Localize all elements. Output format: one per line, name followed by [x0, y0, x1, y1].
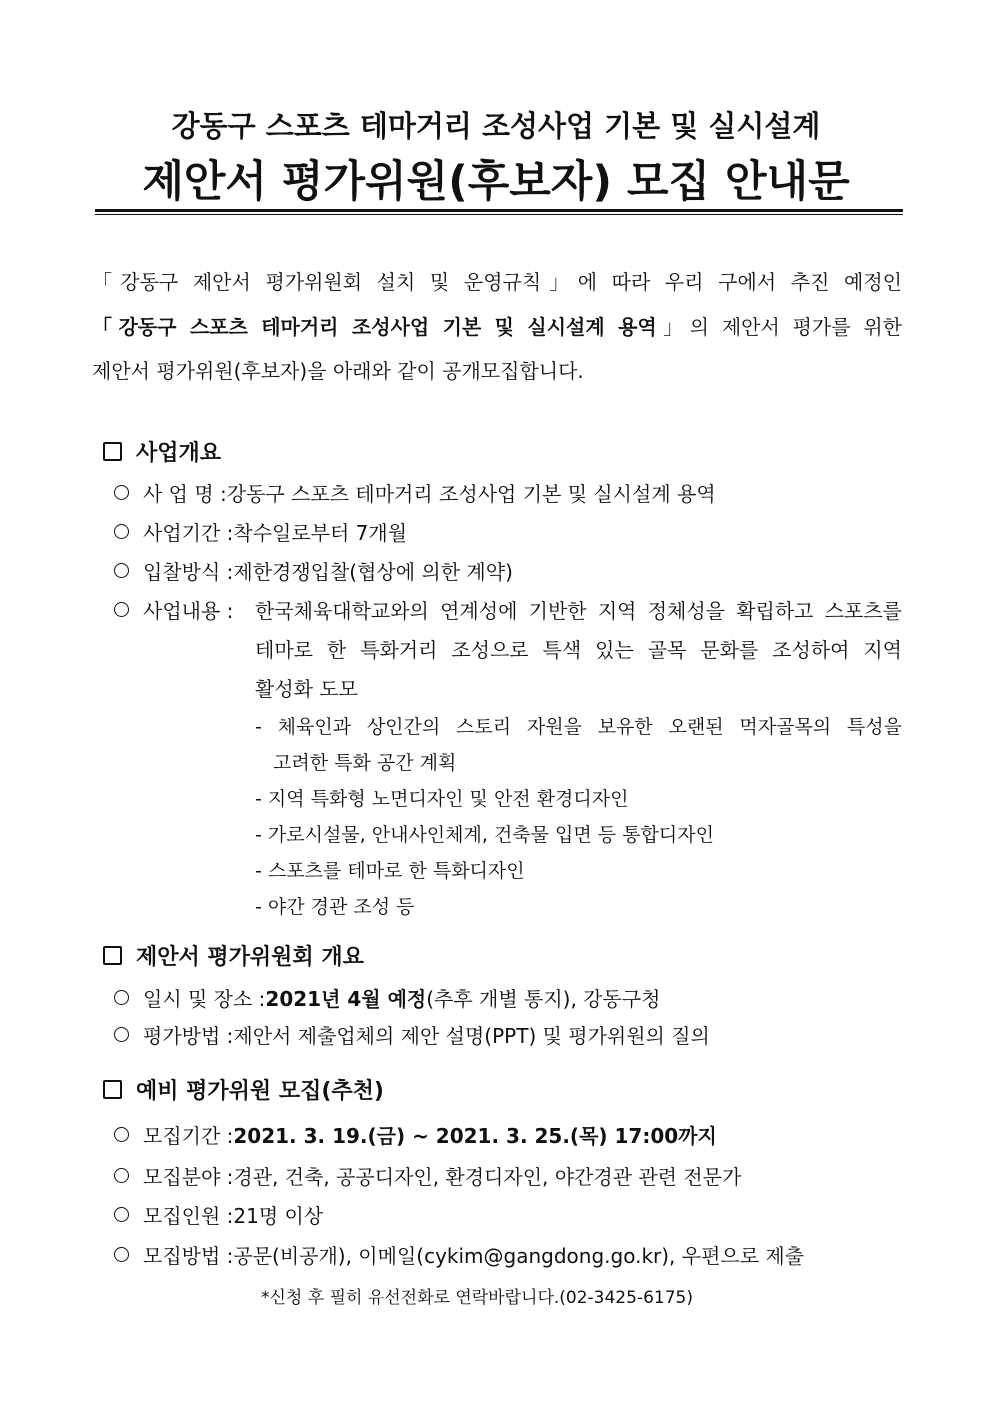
item-project-period — [114, 517, 407, 546]
item-value: 제한경쟁입찰(협상에 의한 계약) — [233, 560, 513, 584]
section-heading-recruit — [103, 1074, 384, 1105]
sub-item-5: - 야간 경관 조성 등 — [255, 896, 415, 918]
item-eval-method — [114, 1020, 710, 1049]
item-label: 일시 및 장소 : — [143, 987, 266, 1011]
item-label: 사업내용 : — [143, 599, 234, 623]
item-label: 모집인원 : — [143, 1204, 234, 1228]
item-project-content — [114, 595, 233, 624]
checkbox-square-icon — [103, 946, 122, 965]
intro-line-1: 「강동구 제안서 평가위원회 설치 및 운영규칙」에 따라 우리 구에서 추진 예정인 — [92, 270, 902, 294]
section-heading-overview — [103, 436, 221, 467]
section-title: 예비 평가위원 모집(추천) — [136, 1079, 384, 1104]
item-value-bold: 2021년 4월 예정 — [265, 987, 427, 1011]
item-value: 제안서 제출업체의 제안 설명(PPT) 및 평가위원의 질의 — [233, 1024, 710, 1048]
sub-item-1: - 체육인과 상인간의 스토리 자원을 보유한 오랜된 먹자골목의 특성을 — [255, 716, 902, 738]
circle-bullet-icon — [114, 1027, 129, 1042]
item-label: 모집방법 : — [143, 1244, 234, 1268]
circle-bullet-icon — [114, 990, 129, 1005]
circle-bullet-icon — [114, 563, 129, 578]
content-line-2: 테마로 한 특화거리 조성으로 특색 있는 골목 문화를 조성하여 지역 — [255, 638, 902, 662]
item-value: 강동구 스포츠 테마거리 조성사업 기본 및 실시설계 용역 — [226, 482, 716, 506]
circle-bullet-icon — [114, 485, 129, 500]
item-recruit-how — [114, 1240, 804, 1269]
content-line-1: 한국체육대학교와의 연계성에 기반한 지역 정체성을 확립하고 스포츠를 — [255, 599, 902, 623]
title-line-1: 강동구 스포츠 테마거리 조성사업 기본 및 실시설계 — [171, 109, 821, 143]
item-label: 모집분야 : — [143, 1165, 234, 1189]
item-value: 공문(비공개), 이메일(cykim@gangdong.go.kr), 우편으로 제출 — [233, 1244, 805, 1268]
circle-bullet-icon — [114, 1207, 129, 1222]
title-rule-thin — [95, 214, 903, 215]
item-label: 사 업 명 : — [143, 482, 227, 506]
sub-item-2: - 지역 특화형 노면디자인 및 안전 환경디자인 — [255, 788, 629, 810]
item-value: (추후 개별 통지), 강동구청 — [426, 987, 661, 1011]
intro-line-2 — [92, 311, 902, 340]
item-label: 사업기간 : — [143, 521, 234, 545]
item-value: 착수일로부터 7개월 — [233, 521, 408, 545]
item-label: 입찰방식 : — [143, 560, 234, 584]
title-rule-thick — [95, 209, 903, 212]
item-project-name — [114, 478, 716, 507]
item-date-place — [114, 983, 660, 1012]
title-line-2: 제안서 평가위원(후보자) 모집 안내문 — [142, 157, 850, 207]
section-heading-committee — [103, 940, 364, 971]
sub-item-3: - 가로시설물, 안내사인체계, 건축물 입면 등 통합디자인 — [255, 824, 714, 846]
item-value: 21명 이상 — [233, 1204, 324, 1228]
item-label: 평가방법 : — [143, 1024, 234, 1048]
sub-item-4: - 스포츠를 테마로 한 특화디자인 — [255, 860, 525, 882]
item-recruit-count — [114, 1200, 323, 1229]
contact-note: *신청 후 필히 유선전화로 연락바랍니다.(02-3425-6175) — [261, 1288, 693, 1308]
circle-bullet-icon — [114, 1247, 129, 1262]
section-title: 제안서 평가위원회 개요 — [136, 945, 364, 970]
circle-bullet-icon — [114, 1168, 129, 1183]
content-line-3: 활성화 도모 — [255, 677, 358, 701]
section-title: 사업개요 — [136, 441, 222, 466]
item-recruit-period — [114, 1120, 717, 1149]
intro-line-2-rest: 」의 제안서 평가를 위한 — [656, 315, 903, 339]
intro-project-name: 「강동구 스포츠 테마거리 조성사업 기본 및 실시설계 용역 — [92, 315, 657, 339]
intro-line-3: 제안서 평가위원(후보자)을 아래와 같이 공개모집합니다. — [92, 359, 584, 383]
checkbox-square-icon — [103, 442, 122, 461]
item-bid-method — [114, 556, 513, 585]
circle-bullet-icon — [114, 524, 129, 539]
item-label: 모집기간 : — [143, 1124, 234, 1148]
item-value-bold: 2021. 3. 19.(금) ~ 2021. 3. 25.(목) 17:00까지 — [233, 1124, 717, 1148]
circle-bullet-icon — [114, 602, 129, 617]
checkbox-square-icon — [103, 1080, 122, 1099]
item-recruit-field — [114, 1161, 741, 1190]
sub-item-1-cont: 고려한 특화 공간 계획 — [273, 752, 457, 774]
item-value: 경관, 건축, 공공디자인, 환경디자인, 야간경관 관련 전문가 — [233, 1165, 742, 1189]
circle-bullet-icon — [114, 1127, 129, 1142]
